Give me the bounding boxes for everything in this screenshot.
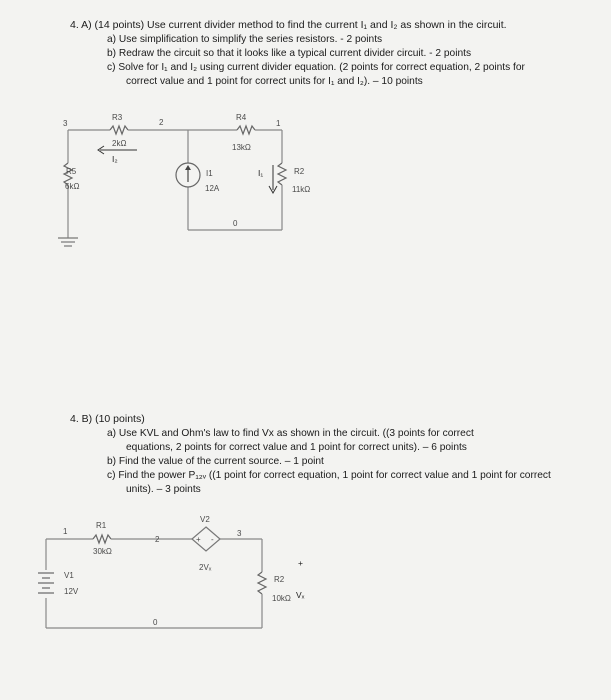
circuit-b-node-1: 1: [63, 527, 68, 536]
v2-plus: +: [196, 535, 201, 544]
circuit-b-node-0: 0: [153, 618, 158, 627]
part-b-item-a-line2: equations, 2 points for correct value and 1 point for correct units). – 6 points: [126, 442, 467, 453]
circuit-a-node-3: 3: [63, 119, 68, 128]
r4-value: 13kΩ: [232, 143, 251, 152]
v1-value: 12V: [64, 587, 79, 596]
r3-name: R3: [112, 113, 123, 122]
r2b-name: R2: [274, 575, 285, 584]
v2-minus: -: [211, 535, 214, 544]
part-a-item-c-line1: c) Solve for I₁ and I₂ using current divider equation. (2 points for correct equation, 2 points for: [107, 62, 525, 73]
r1-value: 30kΩ: [93, 547, 112, 556]
r5-value: 6kΩ: [65, 182, 80, 191]
part-a-item-b: b) Redraw the circuit so that it looks like a typical current divider circuit. - 2 points: [107, 48, 472, 59]
circuit-a-node-0: 0: [233, 219, 238, 228]
i1-label: I₁: [258, 168, 264, 178]
part-b-item-a-line1: a) Use KVL and Ohm's law to find Vx as shown in the circuit. ((3 points for correct: [107, 428, 474, 439]
battery-icon: [38, 573, 54, 593]
i2-label: I₂: [112, 154, 118, 164]
part-a-title: 4. A) (14 points) Use current divider method to find the current I₁ and I₂ as shown in the circuit.: [70, 19, 507, 31]
circuit-b-node-2: 2: [155, 535, 160, 544]
part-a-item-c-line2: correct value and 1 point for correct units for I₁ and I₂). – 10 points: [126, 76, 423, 87]
part-a-item-a: a) Use simplification to simplify the series resistors. - 2 points: [107, 34, 383, 45]
part-b-item-c-line1: c) Find the power P₁₂ᵥ ((1 point for correct equation, 1 point for correct value and 1 point for correct: [107, 470, 551, 481]
r5-name: R5: [66, 167, 77, 176]
vx-label: Vₓ: [296, 590, 305, 600]
r2-name: R2: [294, 167, 305, 176]
r3-value: 2kΩ: [112, 139, 127, 148]
v2-name: V2: [200, 515, 210, 524]
part-b-item-c-line2: units). – 3 points: [126, 484, 201, 495]
vx-plus: +: [298, 558, 303, 568]
i1-source-value: 12A: [205, 184, 220, 193]
circuit-a-node-2: 2: [159, 118, 164, 127]
v2-value: 2Vₓ: [199, 563, 212, 572]
v1-name: V1: [64, 571, 74, 580]
r4-name: R4: [236, 113, 247, 122]
part-b-item-b: b) Find the value of the current source. – 1 point: [107, 456, 324, 467]
r2b-value: 10kΩ: [272, 594, 291, 603]
circuit-b-node-3: 3: [237, 529, 242, 538]
i1-source-name: I1: [206, 169, 213, 178]
r1-name: R1: [96, 521, 107, 530]
r2-value: 11kΩ: [292, 185, 311, 194]
part-b-title: 4. B) (10 points): [70, 413, 145, 425]
circuit-a-node-1: 1: [276, 119, 281, 128]
